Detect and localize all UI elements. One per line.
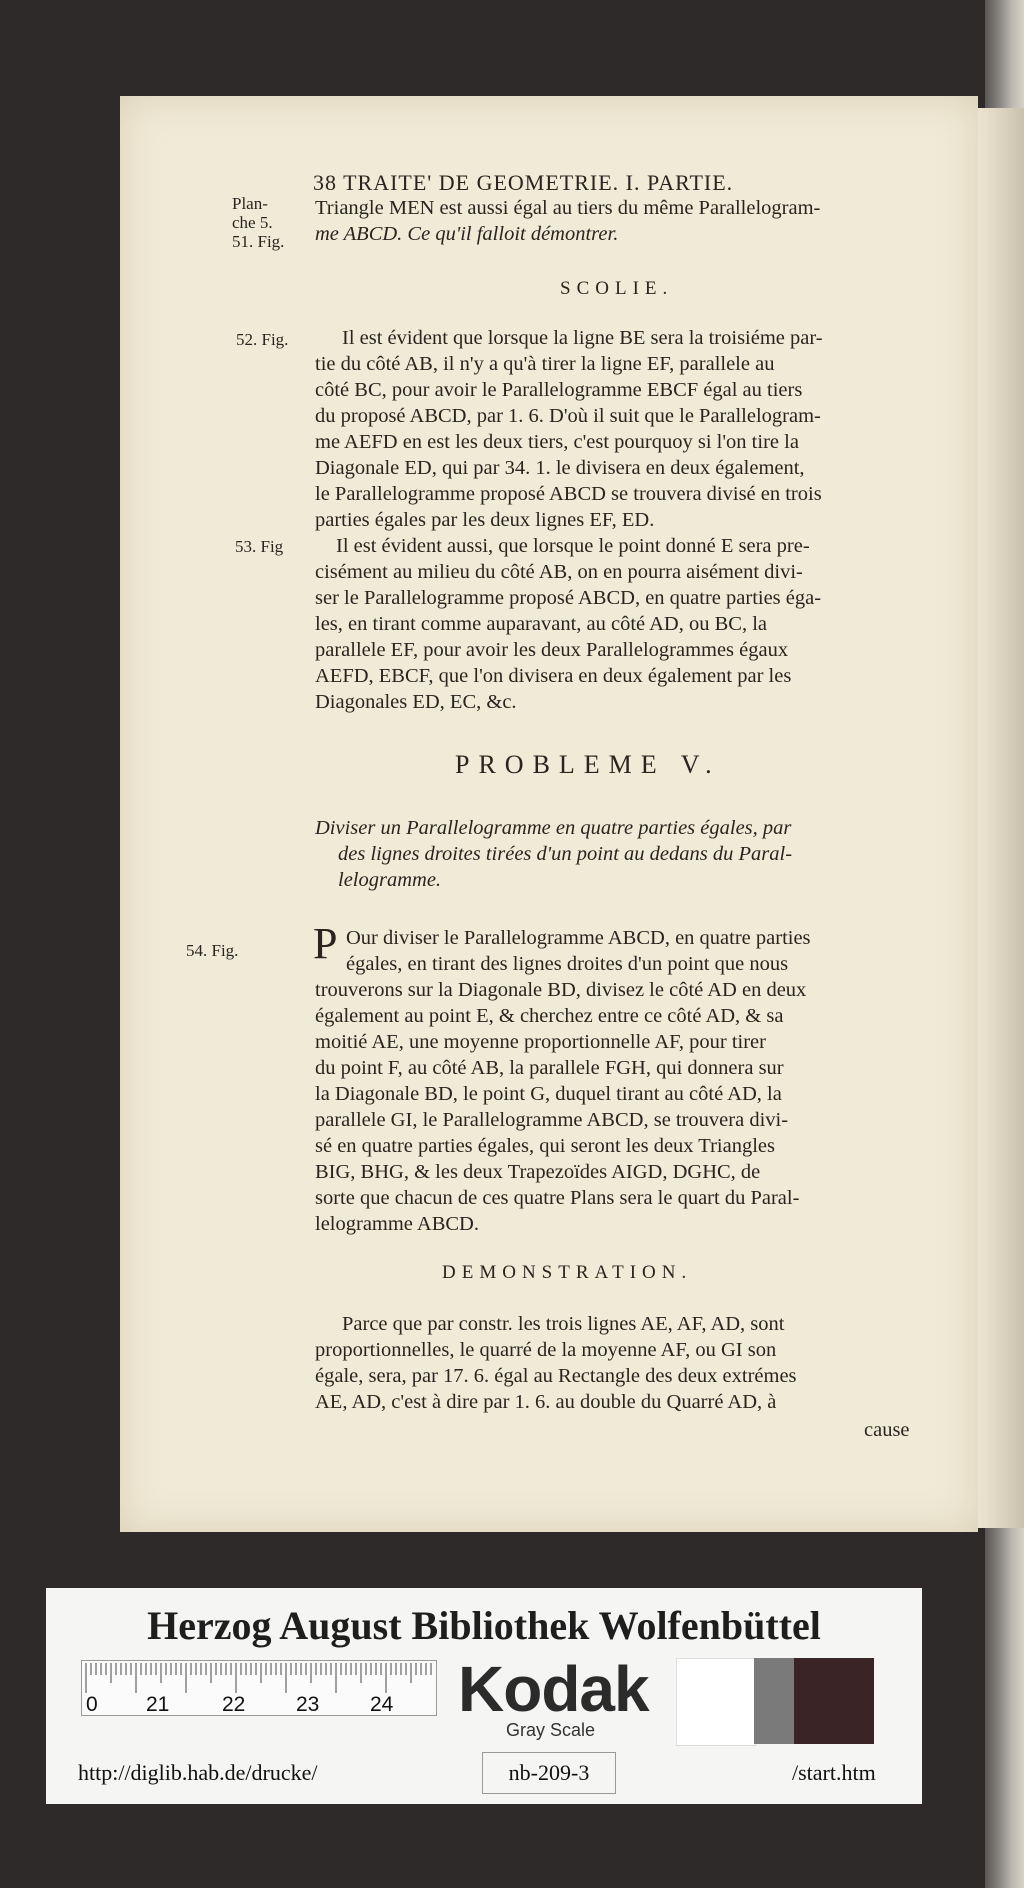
- ruler-num-23: 23: [296, 1693, 320, 1716]
- fig53-line-4: les, en tirant comme auparavant, au côté AD, ou BC, la: [315, 613, 768, 635]
- margin-note-fig53: 53. Fig: [235, 537, 284, 556]
- adjacent-page-edge: [978, 108, 1024, 1528]
- probleme-line-3: trouverons sur la Diagonale BD, divisez le côté AD en deux: [315, 979, 807, 1001]
- library-label: [46, 1588, 922, 1804]
- scolie-line-7: le Parallelogramme proposé ABCD se trouvera divisé en trois: [315, 483, 822, 505]
- ruler-num-22: 22: [222, 1693, 246, 1716]
- url-left: http://diglib.hab.de/drucke/: [78, 1760, 318, 1785]
- demonstration-heading: DEMONSTRATION.: [442, 1262, 693, 1283]
- scolie-line-3: côté BC, pour avoir le Parallelogramme EBCF égal au tiers: [315, 379, 803, 401]
- gray-scale-label: Gray Scale: [506, 1720, 596, 1740]
- ruler: [81, 1660, 437, 1716]
- url-right: /start.htm: [792, 1760, 876, 1785]
- demo-line-4: AE, AD, c'est à dire par 1. 6. au double du Quarré AD, à: [315, 1391, 777, 1413]
- demo-line-3: égale, sera, par 17. 6. égal au Rectangle des deux extrémes: [315, 1365, 797, 1387]
- margin-note-planche-2: che 5.: [232, 213, 273, 232]
- probleme-statement-2: des lignes droites tirées d'un point au dedans du Paral-: [338, 843, 793, 865]
- fig53-line-6: AEFD, EBCF, que l'on divisera en deux également par les: [315, 665, 792, 687]
- ruler-num-21: 21: [146, 1693, 170, 1716]
- url-identifier: nb-209-3: [482, 1752, 616, 1794]
- scolie-line-1: Il est évident que lorsque la ligne BE sera la troisiéme par-: [342, 327, 823, 349]
- library-title: Herzog August Bibliothek Wolfenbüttel: [147, 1603, 821, 1648]
- scolie-line-2: tie du côté AB, il n'y a qu'à tirer la ligne EF, parallele au: [315, 353, 775, 375]
- probleme-line-6: du point F, au côté AB, la parallele FGH, qui donnera sur: [315, 1057, 784, 1079]
- margin-note-fig54: 54. Fig.: [186, 941, 239, 960]
- demo-line-2: proportionnelles, le quarré de la moyenne AF, ou GI son: [315, 1339, 777, 1361]
- fig53-line-2: cisément au milieu du côté AB, on en pourra aisément divi-: [315, 561, 803, 583]
- fig53-line-1: Il est évident aussi, que lorsque le point donné E sera pre-: [336, 535, 810, 557]
- running-header: 38 TRAITE' DE GEOMETRIE. I. PARTIE.: [313, 170, 734, 195]
- fig53-line-5: parallele EF, pour avoir les deux Parallelogrammes égaux: [315, 639, 789, 661]
- drop-cap: P: [313, 919, 338, 968]
- scolie-line-6: Diagonale ED, qui par 34. 1. le divisera en deux également,: [315, 457, 805, 479]
- probleme-line-12: lelogramme ABCD.: [315, 1213, 479, 1235]
- kodak-logo: Kodak: [458, 1653, 649, 1725]
- ruler-ticks: [82, 1661, 436, 1693]
- fig53-line-3: ser le Parallelogramme proposé ABCD, en quatre parties éga-: [315, 587, 822, 609]
- margin-note-fig51: 51. Fig.: [232, 232, 285, 251]
- probleme-line-9: sé en quatre parties égales, qui seront les deux Triangles: [315, 1135, 775, 1157]
- ruler-num-24: 24: [370, 1693, 394, 1716]
- scolie-line-5: me AEFD en est les deux tiers, c'est pourquoy si l'on tire la: [315, 431, 799, 453]
- catchword: cause: [864, 1419, 910, 1441]
- swatch-white: [676, 1658, 756, 1746]
- probleme-line-11: sorte que chacun de ces quatre Plans sera le quart du Paral-: [315, 1187, 800, 1209]
- intro-line-2: me ABCD. Ce qu'il falloit démontrer.: [315, 223, 619, 245]
- swatch-dark: [794, 1658, 874, 1744]
- probleme-line-7: la Diagonale BD, le point G, duquel tirant au côté AD, la: [315, 1083, 782, 1105]
- scolie-line-4: du proposé ABCD, par 1. 6. D'où il suit que le Parallelogram-: [315, 405, 821, 427]
- book-page: [120, 96, 978, 1532]
- scolie-heading: SCOLIE.: [560, 278, 674, 299]
- probleme-heading: PROBLEME V.: [455, 750, 721, 779]
- ruler-num-0: 0: [86, 1693, 98, 1716]
- intro-line-1: Triangle MEN est aussi égal au tiers du même Parallelogram-: [315, 197, 821, 219]
- probleme-line-8: parallele GI, le Parallelogramme ABCD, se trouvera divi-: [315, 1109, 789, 1131]
- probleme-line-2: égales, en tirant des lignes droites d'un point que nous: [346, 953, 789, 975]
- fig53-line-7: Diagonales ED, EC, &c.: [315, 691, 517, 713]
- margin-note-planche-1: Plan-: [232, 194, 268, 213]
- probleme-statement-1: Diviser un Parallelogramme en quatre parties égales, par: [315, 817, 792, 839]
- margin-note-fig52: 52. Fig.: [236, 330, 289, 349]
- probleme-line-5: moitié AE, une moyenne proportionnelle AF, pour tirer: [315, 1031, 766, 1053]
- scolie-line-8: parties égales par les deux lignes EF, ED.: [315, 509, 655, 531]
- probleme-line-1: Our diviser le Parallelogramme ABCD, en quatre parties: [346, 927, 811, 949]
- demo-line-1: Parce que par constr. les trois lignes AE, AF, AD, sont: [342, 1313, 785, 1335]
- probleme-line-10: BIG, BHG, & les deux Trapezoïdes AIGD, DGHC, de: [315, 1161, 761, 1183]
- probleme-line-4: également au point E, & cherchez entre ce côté AD, & sa: [315, 1005, 784, 1027]
- probleme-statement-3: lelogramme.: [338, 869, 442, 891]
- swatch-gray: [754, 1658, 794, 1744]
